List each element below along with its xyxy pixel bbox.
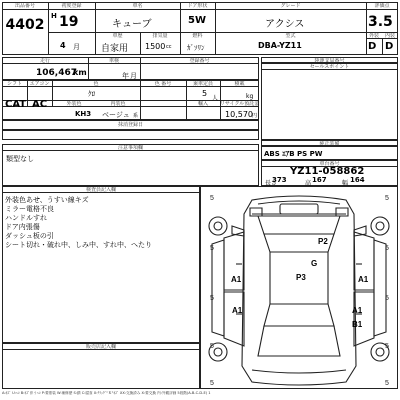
color-value: ｸﾛ — [88, 90, 95, 98]
mileage-unit: km — [73, 68, 87, 77]
door-value: 5W — [188, 15, 206, 26]
legend-text: A:ｷｽﾞ U:ﾍｺ B:ｷｽﾞ伴うﾍｺ P:要塗装 W:補修歴 S:錆 C:腐食 X:ｸﾗｯｸﾞ"Ｋ"ｷｽﾞ XX:交換済み X:要交換 内:外観評価 5段階(A-B-C-D-E) 1 — [2, 391, 211, 395]
cc-label: 排気量 — [152, 33, 168, 39]
damage-mark-p3: P3 — [296, 273, 306, 282]
mark-five-2: 5 — [385, 195, 389, 202]
shift-label: シフト — [6, 81, 22, 87]
height-label: 高 — [305, 180, 312, 187]
int-label: 内装 — [384, 33, 395, 39]
mileage-label: 走行 — [39, 58, 50, 64]
lot-label: 出品番号 — [14, 3, 35, 9]
shift-value: CAT — [5, 99, 27, 110]
car-diagram — [200, 186, 398, 389]
dealer-label: 販売店記入欄 — [85, 344, 116, 350]
cc-unit: cc — [166, 44, 172, 50]
int-grade: D — [385, 41, 394, 52]
month-value: 4 — [60, 41, 66, 50]
height-value: 167 — [312, 176, 327, 184]
model-type: DBA-YZ11 — [258, 41, 302, 50]
mark-five-8: 5 — [385, 343, 389, 350]
inspection-line-5: ダッシュ板の引 — [5, 232, 54, 240]
blank-row — [2, 130, 259, 140]
damage-mark-p2: P2 — [318, 237, 328, 246]
inspection-line-3: ハンドルすれ — [5, 214, 47, 222]
era-label: 初度登録 — [61, 3, 82, 9]
mark-five-10: 5 — [385, 380, 389, 387]
inspection-label: 検査員記入欄 — [85, 187, 116, 193]
recycle-unit: 円 — [252, 113, 258, 119]
year-value: 19 — [59, 14, 79, 30]
mark-five-3: 5 — [210, 245, 214, 252]
width-label: 幅 — [342, 180, 349, 187]
grade-label: グレード — [280, 3, 301, 9]
cc-value: 1500 — [145, 42, 166, 51]
use-label: 車歴 — [112, 33, 123, 39]
width-value: 164 — [350, 176, 365, 184]
length-label: 長さ — [265, 180, 278, 187]
mark-five-4: 5 — [385, 245, 389, 252]
month-unit: 月 — [73, 43, 80, 51]
int-color-label: 内装色 — [110, 101, 126, 107]
reg-label: 登録番号 — [189, 58, 210, 64]
capacity-unit: 人 — [212, 95, 219, 102]
name-label: 車名 — [132, 3, 143, 9]
damage-mark-a1-left-rear: A1 — [232, 306, 243, 315]
inspection-line-4: ドア内張傷 — [5, 223, 40, 231]
import-label: 輸入 — [197, 101, 208, 107]
damage-mark-a1-left: A1 — [231, 275, 242, 284]
inspection-line-6: シート切れ・破れ中、しみ中、すれ中、へたり — [5, 241, 152, 249]
options-label: 純正装備 — [319, 141, 340, 147]
fuel-label: 燃料 — [192, 33, 203, 39]
sales-point-label: セールスポイント — [309, 64, 350, 70]
color-code-label: 外装色 — [66, 101, 82, 107]
mark-five-5: 5 — [210, 295, 214, 302]
ext-label: 外装 — [368, 33, 379, 39]
inspection-label: 車検 — [108, 58, 119, 64]
chassis-number: YZ11-058862 — [290, 166, 365, 177]
year-unit: 年 — [122, 72, 129, 80]
mark-five-1: 5 — [210, 195, 214, 202]
mark-five-6: 5 — [385, 295, 389, 302]
owners-label: 乗車定員 — [192, 81, 213, 87]
ac-label: エアコン — [29, 81, 50, 87]
mark-five-9: 5 — [210, 380, 214, 387]
color-code-value: KH3 — [75, 110, 92, 118]
type-label: 型式 — [285, 33, 296, 39]
notes-label: 注意事項欄 — [117, 145, 143, 151]
length-value: 373 — [272, 176, 287, 184]
month-unit-2: 月 — [130, 72, 137, 80]
capacity-value: 5 — [202, 89, 208, 98]
int-color-suffix: 系 — [133, 113, 139, 119]
inspection-line-1: 外装色あせ、うすい線キズ — [5, 196, 89, 204]
notes-line1: 類型なし — [6, 155, 34, 163]
era-mark: H — [51, 12, 57, 20]
mark-five-7: 5 — [210, 343, 214, 350]
use-value: 自家用 — [101, 44, 129, 54]
damage-mark-g: G — [311, 259, 318, 268]
lot-number: 4402 — [5, 17, 45, 33]
fuel-value: ｶﾞｿﾘﾝ — [187, 44, 205, 52]
damage-mark-a1-right: A1 — [358, 275, 369, 284]
color-no-label: 色 番号 — [154, 81, 172, 87]
options-items: ABS ｴｱB PS PW — [264, 150, 323, 158]
reg-date-label: 抹消登録日 — [117, 122, 143, 128]
score-value: 3.5 — [368, 14, 393, 30]
load-unit: kg — [246, 93, 254, 100]
damage-mark-a1-right-rear: A1 — [352, 306, 363, 315]
recycle-value: 10,570 — [225, 110, 253, 119]
mileage-value: 106,467 — [36, 68, 77, 78]
plate-label: 陸運支局番号 — [314, 58, 345, 64]
car-name: キューブ — [112, 19, 152, 30]
int-color-value: ベージュ — [102, 111, 130, 119]
capacity-label: 積載 — [234, 81, 245, 87]
ext-grade: D — [368, 41, 377, 52]
color-label: 色 — [93, 81, 99, 87]
grade-value: アクシス — [265, 19, 305, 30]
door-label: ドア形状 — [187, 3, 208, 9]
ac-value: AC — [32, 99, 48, 110]
sales-point-frame — [261, 63, 398, 140]
chassis-label: 車台番号 — [319, 161, 340, 167]
recycle-label: リサイクル預託金 — [220, 101, 260, 107]
damage-mark-b1: B1 — [352, 320, 363, 329]
inspection-line-2: ミラー電格不良 — [5, 205, 54, 213]
score-label: 評価点 — [374, 3, 390, 9]
